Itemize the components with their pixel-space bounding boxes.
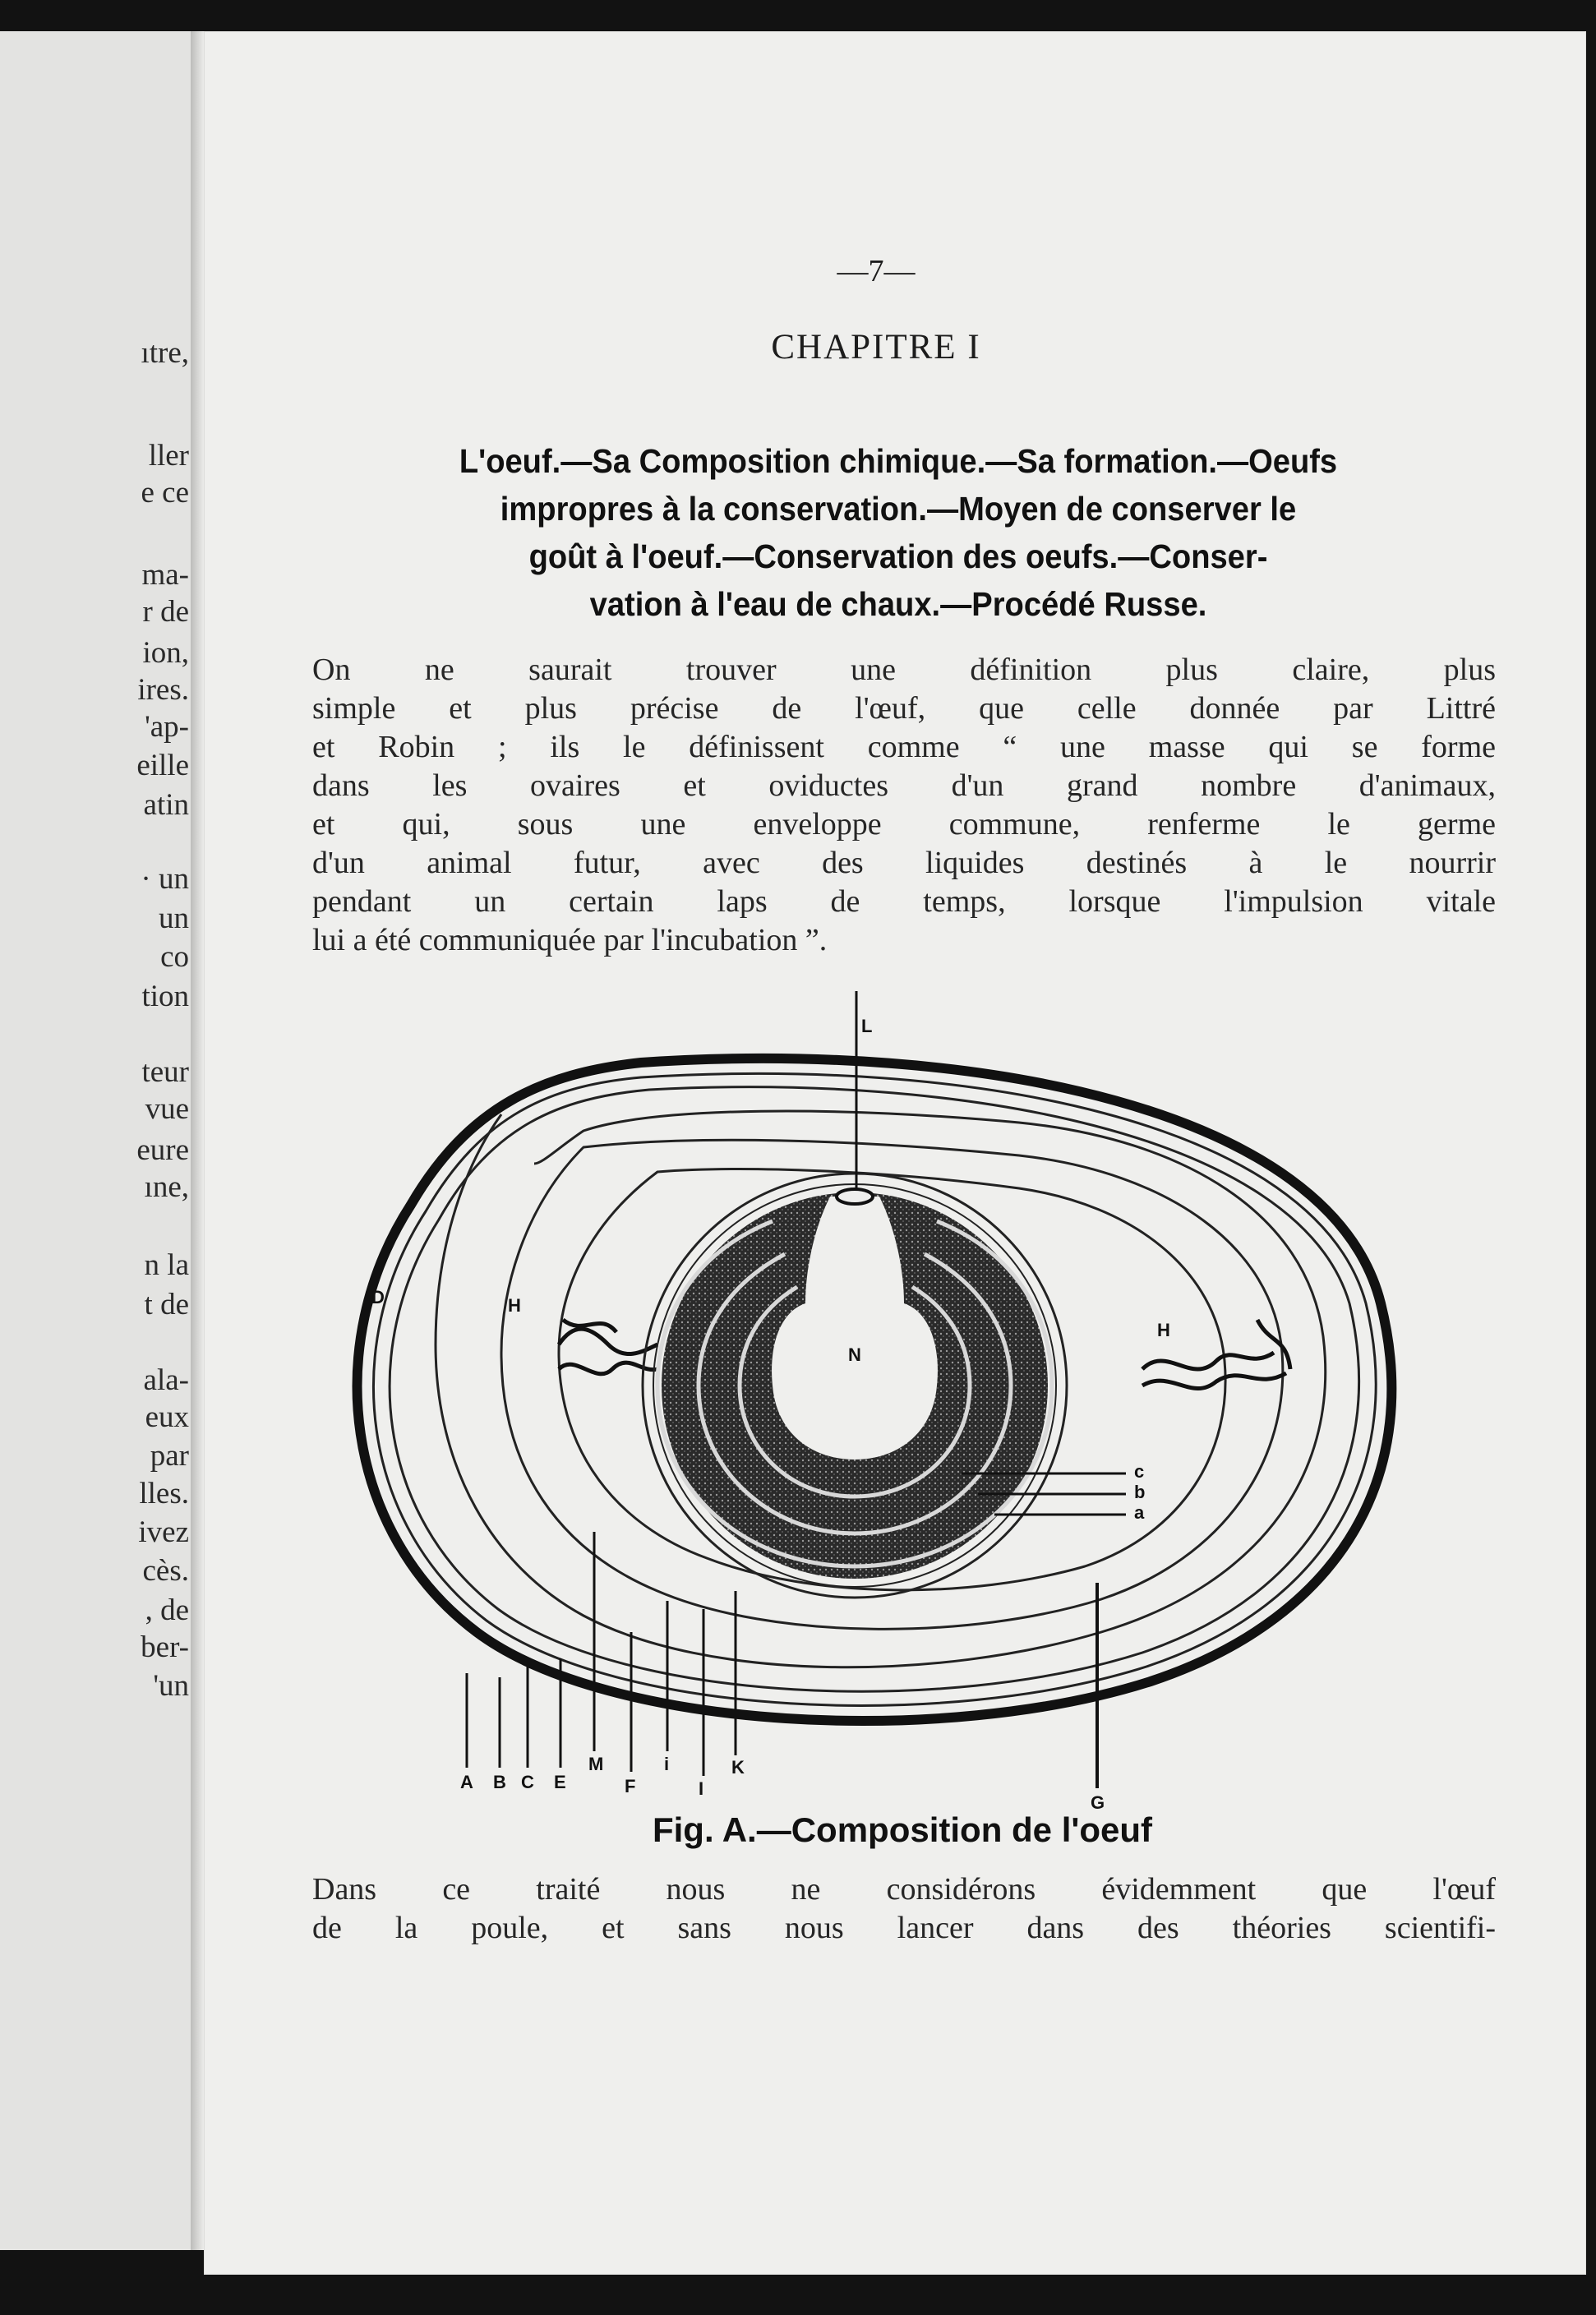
label-D: D (371, 1287, 385, 1307)
figure-caption: Fig. A.—Composition de l'oeuf (652, 1810, 1153, 1849)
left-page-text-fragment: ber- (141, 1630, 189, 1664)
text-line: On ne saurait trouver une définition plus claire, plus (312, 653, 1496, 687)
summary-line: vation à l'eau de chaux.—Procédé Russe. (589, 585, 1207, 623)
left-page-text-fragment: t de (144, 1288, 189, 1321)
left-page-text-fragment: e ce (141, 476, 189, 510)
left-page-text-fragment: , de (145, 1593, 189, 1627)
chapter-title: CHAPITRE I (771, 328, 981, 367)
left-page-text-fragment: ıne, (144, 1170, 189, 1204)
text-line: Dans ce traité nous ne considérons évidemment que l'œuf (312, 1872, 1496, 1907)
left-page-text-fragment: co (160, 940, 189, 974)
left-page-text-fragment: ma- (141, 558, 189, 592)
text-line: de la poule, et sans nous lancer dans des théories scientifi- (312, 1911, 1496, 1945)
label-i: i (664, 1754, 670, 1774)
left-page-text-fragment: ller (148, 439, 189, 473)
label-c: c (1134, 1461, 1145, 1482)
left-page-text-fragment: 'ap- (145, 710, 189, 744)
label-a: a (1134, 1502, 1145, 1523)
label-A: A (460, 1772, 473, 1792)
label-N: N (848, 1344, 861, 1365)
left-page-text-fragment: ivez (138, 1515, 189, 1549)
left-page-text-fragment: un (159, 902, 189, 935)
left-page-text-fragment: ıtre, (141, 336, 189, 370)
left-page-text-fragment: ion, (142, 636, 189, 670)
left-page-text-fragment: lles. (139, 1477, 189, 1510)
text-line: simple et plus précise de l'œuf, que celle donnée par Littré (312, 691, 1496, 726)
left-page-text-fragment: teur (141, 1055, 189, 1089)
left-page-text-fragment: · un (141, 862, 189, 896)
summary-line: impropres à la conservation.—Moyen de conserver le (500, 490, 1297, 528)
summary-line: L'oeuf.—Sa Composition chimique.—Sa formation.—Oeufs (459, 442, 1338, 480)
label-M: M (588, 1754, 604, 1774)
left-page-text-fragment: tion (141, 980, 189, 1013)
chapter-summary (302, 437, 1494, 628)
egg-diagram-drawing (312, 958, 1496, 1846)
label-H-right: H (1157, 1320, 1170, 1340)
label-I: I (699, 1778, 704, 1799)
left-page-text-fragment: vue (145, 1092, 189, 1126)
label-L: L (861, 1016, 873, 1036)
left-page-text-fragment: 'un (153, 1669, 189, 1703)
germinal-disc (837, 1189, 873, 1204)
text-line: pendant un certain laps de temps, lorsque l'impulsion vitale (312, 884, 1496, 919)
text-line: d'un animal futur, avec des liquides destinés à le nourrir (312, 846, 1496, 880)
left-page-text-fragment: atin (143, 788, 189, 822)
paragraph-hen-egg (312, 1870, 1496, 1948)
label-B: B (493, 1772, 506, 1792)
book-page (204, 31, 1586, 2275)
left-page-text-fragment: ala- (143, 1363, 189, 1397)
summary-line: goût à l'oeuf.—Conservation des oeufs.—Conser- (528, 537, 1268, 575)
paragraph-definition (312, 651, 1496, 960)
text-line: dans les ovaires et oviductes d'un grand nombre d'animaux, (312, 768, 1496, 803)
left-page-fragment (0, 31, 194, 2250)
left-page-text-fragment: par (150, 1439, 189, 1473)
text-line: et Robin ; ils le définissent comme “ une masse qui se forme (312, 730, 1496, 764)
label-K: K (731, 1757, 745, 1778)
text-line: lui a été communiquée par l'incubation ”. (312, 923, 828, 957)
left-page-text-fragment: n la (144, 1248, 189, 1282)
left-page-text-fragment: r de (142, 595, 189, 629)
left-page-text-fragment: eille (136, 749, 189, 782)
egg-diagram (312, 958, 1496, 1846)
left-page-text-fragment: eure (136, 1133, 189, 1167)
label-E: E (554, 1772, 566, 1792)
label-G: G (1091, 1792, 1105, 1813)
label-H-left: H (508, 1295, 521, 1316)
left-page-text-fragment: eux (145, 1400, 189, 1434)
label-F: F (625, 1776, 636, 1796)
text-line: et qui, sous une enveloppe commune, renferme le germe (312, 807, 1496, 842)
left-page-text-fragment: cès. (142, 1554, 189, 1588)
page-number: —7— (837, 254, 916, 288)
label-b: b (1134, 1482, 1146, 1502)
label-C: C (521, 1772, 534, 1792)
left-page-text-fragment: ires. (137, 673, 189, 707)
